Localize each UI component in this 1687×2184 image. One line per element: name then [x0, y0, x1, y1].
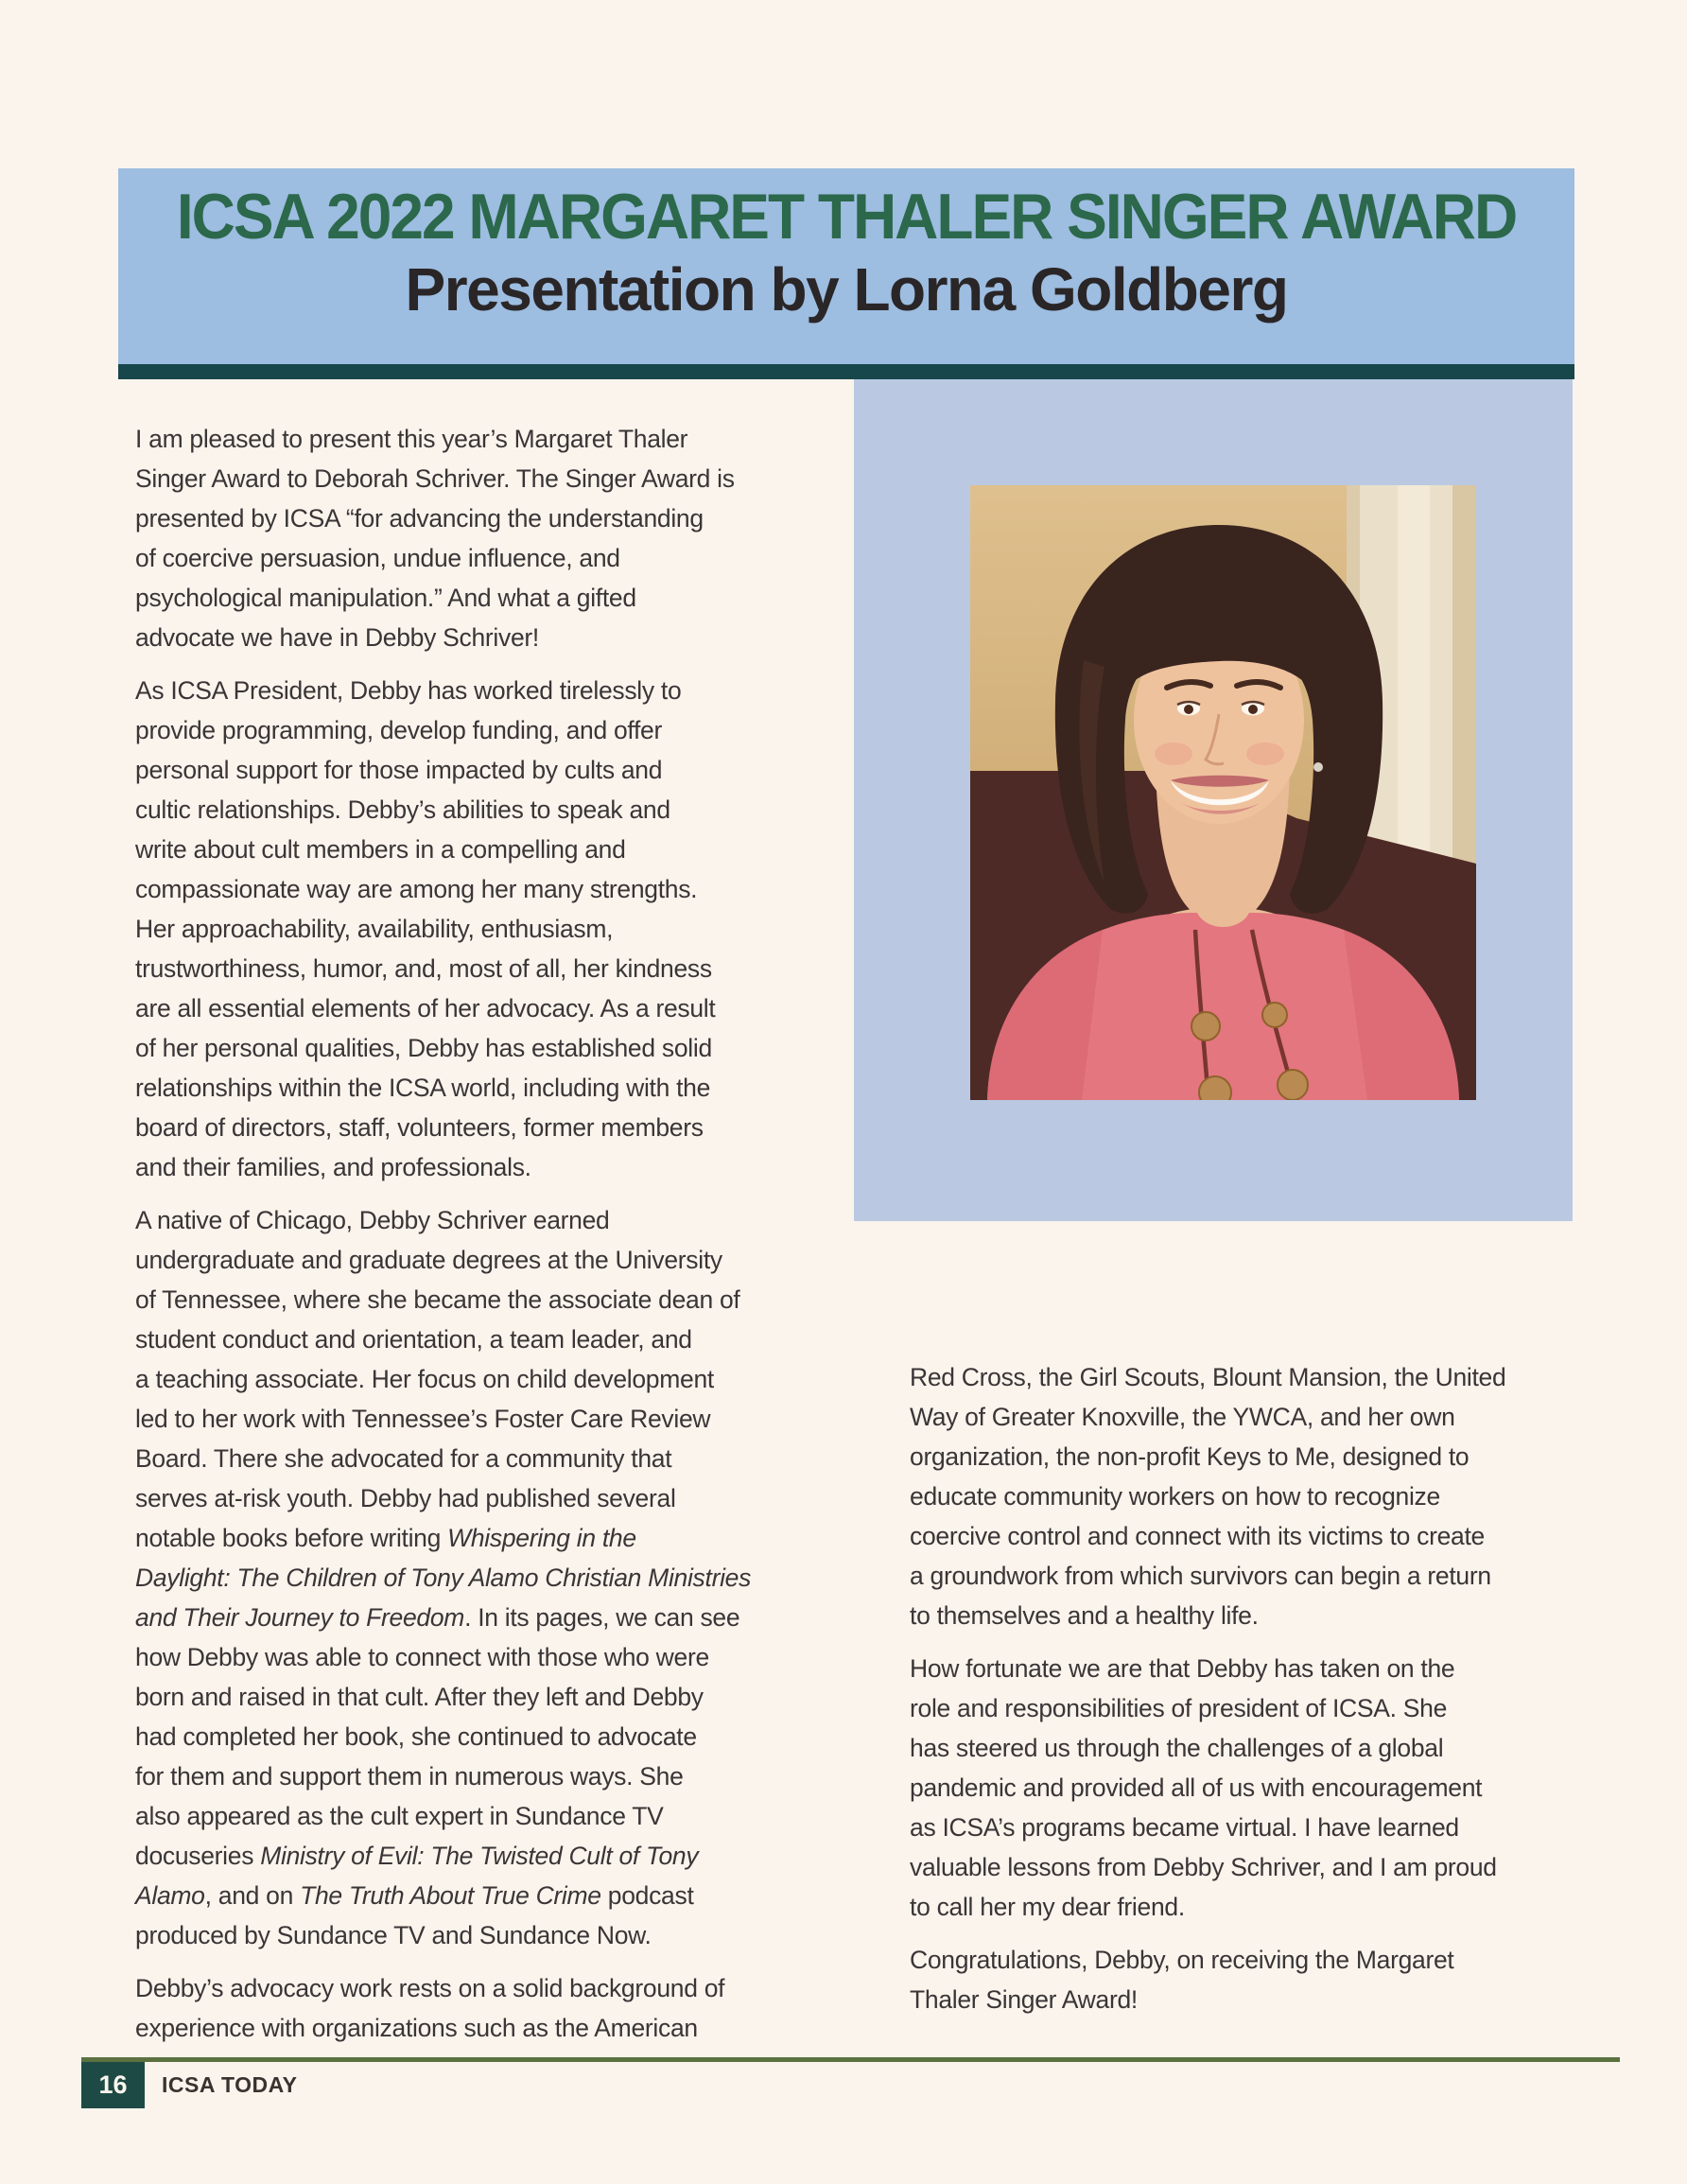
text-line: of coercive persuasion, undue influence, and	[135, 544, 620, 572]
text-line: a teaching associate. Her focus on child development	[135, 1365, 714, 1393]
text-line: of her personal qualities, Debby has established solid	[135, 1034, 712, 1062]
text-line: and their families, and professionals.	[135, 1153, 531, 1181]
text-line: pandemic and provided all of us with encouragement	[910, 1773, 1483, 1802]
paragraph	[135, 419, 778, 657]
left-column	[135, 419, 778, 2061]
text-line: As ICSA President, Debby has worked tirelessly to	[135, 676, 682, 705]
award-banner	[118, 168, 1574, 379]
text-line: serves at-risk youth. Debby had published several	[135, 1484, 676, 1512]
portrait-photo	[970, 485, 1476, 1100]
text-line: advocate we have in Debby Schriver!	[135, 623, 539, 652]
text-line: born and raised in that cult. After they left and Debby	[135, 1683, 704, 1711]
text-line: I am pleased to present this year’s Margaret Thaler	[135, 425, 688, 453]
page-number-badge	[81, 2062, 145, 2108]
text-line: presented by ICSA “for advancing the understanding	[135, 504, 704, 533]
paragraph	[910, 1649, 1583, 1927]
text-line: of Tennessee, where she became the associate dean of	[135, 1285, 740, 1314]
text-line: also appeared as the cult expert in Sundance TV	[135, 1802, 664, 1830]
text-line: provide programming, develop funding, and offer	[135, 716, 662, 744]
text-line: A native of Chicago, Debby Schriver earned	[135, 1206, 610, 1234]
text-line: and Their Journey to Freedom. In its pages, we can see	[135, 1603, 740, 1632]
text-line: how Debby was able to connect with those who were	[135, 1643, 709, 1671]
text-line: to call her my dear friend.	[910, 1893, 1185, 1921]
paragraph	[910, 1940, 1583, 2019]
text-line: compassionate way are among her many strengths.	[135, 875, 698, 903]
photo-background-block	[854, 379, 1573, 1221]
text-line: Board. There she advocated for a community that	[135, 1444, 672, 1473]
banner-subtitle: Presentation by Lorna Goldberg	[405, 255, 1288, 323]
text-line: Way of Greater Knoxville, the YWCA, and her own	[910, 1403, 1455, 1431]
text-line: coercive control and connect with its victims to create	[910, 1522, 1485, 1550]
text-line: educate community workers on how to recognize	[910, 1482, 1440, 1511]
text-line: valuable lessons from Debby Schriver, and I am proud	[910, 1853, 1497, 1881]
text-line: Red Cross, the Girl Scouts, Blount Mansion, the United	[910, 1363, 1506, 1391]
text-line: docuseries Ministry of Evil: The Twisted Cult of Tony	[135, 1842, 699, 1870]
banner-title: ICSA 2022 MARGARET THALER SINGER AWARD	[176, 180, 1517, 253]
right-column	[910, 1357, 1583, 2033]
paragraph	[135, 1200, 778, 1955]
text-line: are all essential elements of her advocacy. As a result	[135, 994, 716, 1022]
text-line: Singer Award to Deborah Schriver. The Singer Award is	[135, 464, 735, 493]
publication-name: ICSA TODAY	[162, 2072, 298, 2097]
text-line: personal support for those impacted by cults and	[135, 756, 663, 784]
text-line: undergraduate and graduate degrees at the University	[135, 1246, 722, 1274]
text-line: student conduct and orientation, a team leader, and	[135, 1325, 692, 1354]
text-line: as ICSA’s programs became virtual. I have learned	[910, 1813, 1459, 1842]
paragraph	[135, 671, 778, 1187]
text-line: cultic relationships. Debby’s abilities to speak and	[135, 795, 670, 824]
text-line: Alamo, and on The Truth About True Crime podcast	[135, 1881, 694, 1910]
text-line: relationships within the ICSA world, including with the	[135, 1074, 711, 1102]
text-line: produced by Sundance TV and Sundance Now.	[135, 1921, 652, 1949]
text-line: role and responsibilities of president of ICSA. She	[910, 1694, 1448, 1722]
page-number: 16	[98, 2070, 128, 2099]
text-line: for them and support them in numerous ways. She	[135, 1762, 684, 1791]
text-line: Daylight: The Children of Tony Alamo Christian Ministries	[135, 1564, 752, 1592]
text-line: board of directors, staff, volunteers, former members	[135, 1113, 704, 1142]
text-line: Congratulations, Debby, on receiving the Margaret	[910, 1946, 1454, 1974]
text-line: organization, the non-profit Keys to Me, designed to	[910, 1442, 1470, 1471]
text-line: had completed her book, she continued to advocate	[135, 1722, 697, 1751]
paragraph	[135, 1968, 778, 2048]
text-line: has steered us through the challenges of a global	[910, 1734, 1444, 1762]
text-line: experience with organizations such as the American	[135, 2014, 698, 2042]
text-line: How fortunate we are that Debby has taken on the	[910, 1654, 1455, 1683]
text-line: Debby’s advocacy work rests on a solid background of	[135, 1974, 725, 2002]
text-line: trustworthiness, humor, and, most of all, her kindness	[135, 954, 712, 983]
text-line: to themselves and a healthy life.	[910, 1601, 1259, 1630]
text-line: a groundwork from which survivors can begin a return	[910, 1562, 1491, 1590]
footer-rule	[81, 2057, 1620, 2062]
text-line: Her approachability, availability, enthusiasm,	[135, 915, 614, 943]
paragraph	[910, 1357, 1583, 1635]
text-line: write about cult members in a compelling and	[135, 835, 626, 864]
text-line: notable books before writing Whispering in the	[135, 1524, 636, 1552]
text-line: led to her work with Tennessee’s Foster Care Review	[135, 1405, 711, 1433]
text-line: Thaler Singer Award!	[910, 1985, 1138, 2014]
text-line: psychological manipulation.” And what a gifted	[135, 584, 636, 612]
